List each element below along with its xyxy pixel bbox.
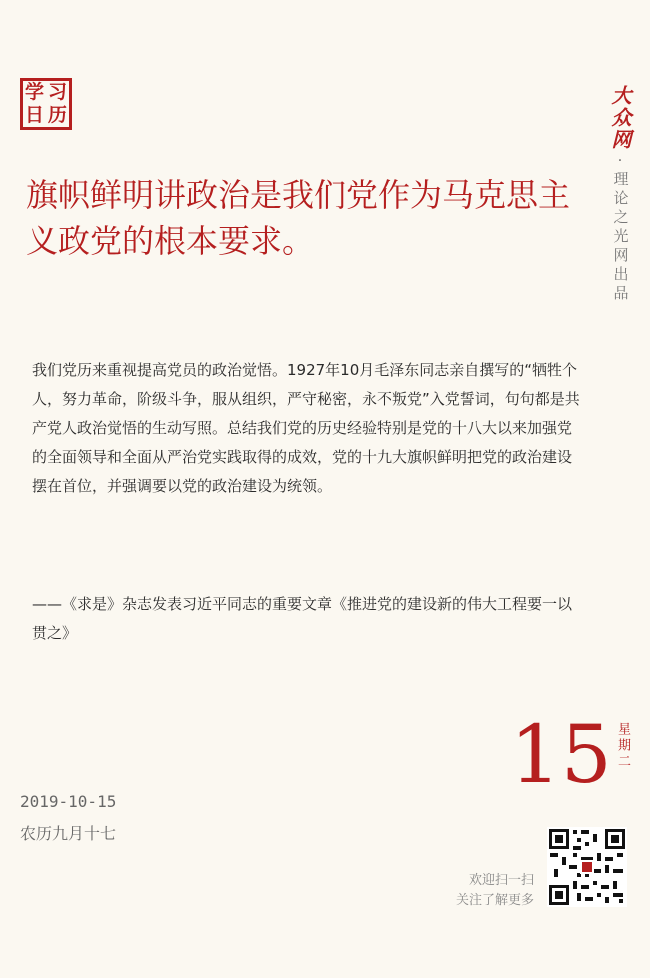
brand-logo: 大众网 (608, 85, 632, 151)
day-number: 15 (510, 708, 612, 801)
headline: 旗帜鲜明讲政治是我们党作为马克思主义政党的根本要求。 (26, 176, 571, 260)
study-calendar-stamp (20, 78, 72, 130)
brand-vertical (605, 85, 635, 304)
body-paragraph: 我们党历来重视提高党员的政治觉悟。1927年10月毛泽东同志亲自撰写的“牺牲个人，努力革命，阶级斗争，服从组织，严守秘密，永不叛党”入党誓词，句句都是共产党人政治觉悟的生动写照。总结我们党的历史经验特别是党的十八大以来加强党的全面领导和全面从严治党实践取得的成效，党的十九大旗帜鲜明把党的政治建设摆在首位，并强调要以党的政治建设为统领。 (32, 361, 580, 495)
stamp-char: 日 (24, 104, 44, 126)
brand-separator: · (617, 153, 623, 169)
qr-hint (444, 871, 534, 911)
brand-subtitle: 理论之光网出品 (611, 171, 630, 304)
stamp-char: 习 (47, 81, 67, 103)
source-citation: ——《求是》杂志发表习近平同志的重要文章《推进党的建设新的伟大工程要一以贯之》 (32, 595, 573, 642)
lunar-date: 农历九月十七 (20, 824, 117, 843)
qr-hint-line: 关注了解更多 (455, 893, 534, 908)
qr-hint-line: 欢迎扫一扫 (468, 873, 534, 888)
qr-code-icon[interactable] (547, 827, 627, 907)
stamp-char: 学 (24, 81, 44, 103)
stamp-char: 历 (47, 104, 67, 126)
weekday-label: 星期二 (615, 722, 630, 770)
gregorian-date: 2019-10-15 (20, 792, 117, 811)
